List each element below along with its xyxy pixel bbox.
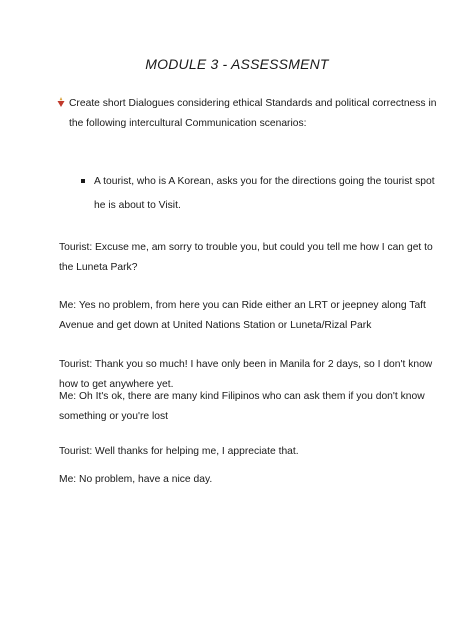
dialogue-line: Me: No problem, have a nice day. (59, 474, 213, 485)
dialogue-line: Me: Oh It's ok, there are many kind Filipinos who can ask them if you don't know something or you're lost (59, 391, 425, 422)
dialogue-line: Tourist: Thank you so much! I have only been in Manila for 2 days, so I don't know how to get anywhere yet. (59, 359, 433, 390)
arrow-bullet-icon (57, 97, 65, 107)
dialogue-line: Tourist: Well thanks for helping me, I appreciate that. (59, 446, 299, 457)
scenario-text: A tourist, who is A Korean, asks you for the directions going the tourist spot he is about to Visit. (94, 176, 435, 211)
page-title: MODULE 3 - ASSESSMENT (145, 56, 329, 72)
dialogue-line: Tourist: Excuse me, am sorry to trouble you, but could you tell me how I can get to the Luneta Park? (59, 242, 433, 273)
instruction-text: Create short Dialogues considering ethical Standards and political correctness in the following intercultural Communication scenarios: (69, 98, 437, 129)
square-bullet-icon (81, 179, 85, 183)
dialogue-line: Me: Yes no problem, from here you can Ride either an LRT or jeepney along Taft Avenue and get down at United Nations Station or Luneta/Rizal Park (59, 300, 426, 331)
